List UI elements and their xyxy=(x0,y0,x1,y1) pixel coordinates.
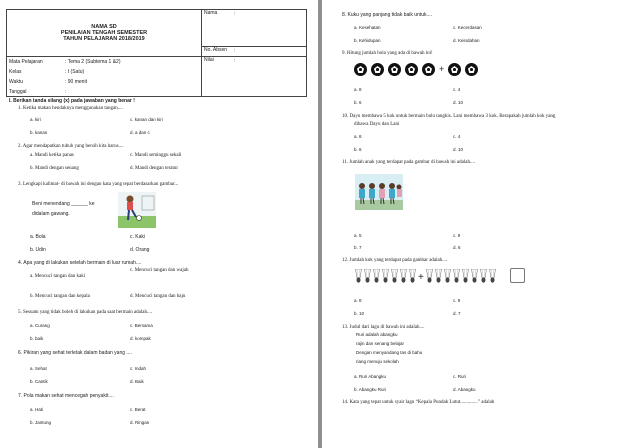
q8-option-d[interactable]: d. Keindahan xyxy=(453,38,480,43)
field-value-kelas: : I (Satu) xyxy=(65,69,85,75)
q10-option-a[interactable]: a. 8 xyxy=(354,134,362,139)
q4-option-a[interactable]: a. Mencuci tangan dan kaki xyxy=(30,274,86,279)
q13-option-c[interactable]: c. Ruri xyxy=(453,374,467,379)
q9-plus-sign: + xyxy=(439,64,445,74)
q2-option-d[interactable]: d. Mandi dengan teratur xyxy=(130,166,179,171)
q6-option-a[interactable]: a. Sehat xyxy=(30,366,47,371)
nilai-cell xyxy=(202,57,307,97)
q14-text: 14. Kata yang tepat untuk syair lagu “Kepala Pundak Lutut..............” adalah xyxy=(342,400,495,405)
q2-option-a[interactable]: a. Mandi ketika panas xyxy=(30,153,74,158)
soccer-ball-icon xyxy=(354,63,367,76)
q8-option-a[interactable]: a. Kesehatan xyxy=(354,25,381,30)
q7-option-a[interactable]: a. Hati xyxy=(30,407,44,412)
q13-lyric-line1: Ruri adalah abangku xyxy=(356,332,398,337)
header-table xyxy=(6,9,307,97)
q9-text: 9. Hitung jumlah bola yang ada di bawah ini! xyxy=(342,51,433,56)
q1-option-a[interactable]: a. kiri xyxy=(30,117,41,122)
page-left xyxy=(0,0,318,448)
q13-lyric-line3: Dengan menyandang tas di bahu xyxy=(356,350,423,355)
q12-option-a[interactable]: a. 8 xyxy=(354,298,362,303)
q11-option-d[interactable]: d. 6 xyxy=(453,245,461,250)
q4-option-b[interactable]: b. Mencuci tangan dan kepala xyxy=(30,294,90,299)
q12-option-b[interactable]: b. 10 xyxy=(354,311,365,316)
q8-option-b[interactable]: b. Kehidupan xyxy=(354,38,381,43)
q12-plus-sign: + xyxy=(418,272,424,283)
school-name: NAMA SD xyxy=(91,24,117,30)
exam-year: TAHUN PELAJARAN 2018/2019 xyxy=(63,36,145,42)
q3-option-c[interactable]: c. Kaki xyxy=(130,234,146,240)
q4-text: 4. Apa yang di lakukan setelah bermain di luar rumah.... xyxy=(18,260,142,266)
q13-option-d[interactable]: d. Abangku xyxy=(453,387,476,392)
q6-option-d[interactable]: d. Baik xyxy=(130,379,144,384)
nama-colon: : xyxy=(234,11,236,17)
field-value-tanggal: : xyxy=(65,89,67,95)
shuttlecock-icon xyxy=(489,269,496,283)
children-group-illustration xyxy=(355,174,403,210)
q13-text: 13. Judul dari lagu di bawah ini adalah.... xyxy=(342,325,425,330)
answer-box[interactable] xyxy=(510,268,525,283)
q3-option-d[interactable]: d. Orang xyxy=(130,247,150,253)
soccer-ball-icon xyxy=(448,63,461,76)
soccer-ball-icon xyxy=(371,63,384,76)
shuttlecock-icon xyxy=(444,269,451,283)
q1-text: 1. Ketika makan hendaknya menggunakan tangan.... xyxy=(18,106,123,111)
shuttlecock-icon xyxy=(355,269,362,283)
shuttlecock-icon xyxy=(391,269,398,283)
q1-option-b[interactable]: b. kanan xyxy=(30,130,48,135)
shuttlecock-icon xyxy=(400,269,407,283)
nilai-label: Nilai xyxy=(204,57,214,63)
q5-option-c[interactable]: c. Bersama xyxy=(130,323,153,328)
absen-colon: : xyxy=(234,48,236,54)
q11-text: 11. Jumlah anak yang terdapat pada gambar di bawah ini adalah.... xyxy=(342,160,475,165)
q12-option-d[interactable]: d. 7 xyxy=(453,311,461,316)
q5-option-b[interactable]: b. baik xyxy=(30,336,44,341)
shuttlecock-icon xyxy=(480,269,487,283)
q13-lyric-line2: rajin dan senang belajar xyxy=(356,341,405,346)
school-title-cell xyxy=(7,10,202,57)
field-label-kelas: Kelas xyxy=(9,69,22,75)
shuttlecock-icon xyxy=(409,269,416,283)
boy-kicking-ball-illustration xyxy=(118,192,156,228)
q3-sentence-line2: didalam gawang. xyxy=(32,211,70,217)
q10-text-line2: dibawa Dayu dan Lani xyxy=(354,122,400,127)
shuttlecock-icon xyxy=(364,269,371,283)
q6-option-b[interactable]: b. Cantik xyxy=(30,379,48,384)
q10-text-line1: 10. Dayu membawa 5 kok untuk bermain bulu tangkis. Lani membawa 3 kok. Berapakah jumlah kok yang xyxy=(342,114,556,119)
q13-option-a[interactable]: a. Ruri Abangku xyxy=(354,374,387,379)
q6-option-c[interactable]: c. Indah xyxy=(130,366,147,371)
q9-option-d[interactable]: d. 10 xyxy=(453,100,464,105)
field-label-mapel: Mata Pelajaran xyxy=(9,59,43,65)
q9-option-a[interactable]: a. 8 xyxy=(354,87,362,92)
q9-option-c[interactable]: c. 4 xyxy=(453,87,461,92)
q9-option-b[interactable]: b. 6 xyxy=(354,100,362,105)
q8-option-c[interactable]: c. Kecerdasan xyxy=(453,25,482,30)
q11-option-b[interactable]: b. 7 xyxy=(354,245,362,250)
nama-label: Nama xyxy=(204,10,218,16)
q2-option-c[interactable]: c. Mandi seminggu sekali xyxy=(130,153,182,158)
q10-option-c[interactable]: c. 4 xyxy=(453,134,461,139)
instruction: I. Berikan tanda silang (x) pada jawaban yang benar ! xyxy=(9,98,135,104)
q13-option-b[interactable]: b. Abangku Ruri xyxy=(354,387,387,392)
q2-option-b[interactable]: b. Mandi dengan senang xyxy=(30,166,79,171)
soccer-ball-icon xyxy=(405,63,418,76)
q12-option-c[interactable]: c. 9 xyxy=(453,298,461,303)
q1-option-c[interactable]: c. kanan dan kiri xyxy=(130,117,163,122)
q11-option-a[interactable]: a. 5 xyxy=(354,233,362,238)
q7-option-d[interactable]: d. Ringan xyxy=(130,420,150,425)
soccer-ball-icon xyxy=(465,63,478,76)
absen-cell xyxy=(202,47,307,57)
q3-option-b[interactable]: b. Udin xyxy=(30,247,46,253)
shuttlecock-icon xyxy=(426,269,433,283)
q1-option-d[interactable]: d. a dan c xyxy=(130,130,150,135)
q5-option-a[interactable]: a. Curang xyxy=(30,323,50,328)
q2-text: 2. Agar mendapatkan tubuh yang bersih kita harus.... xyxy=(18,144,124,149)
q12-text: 12. Jumlah kok yang terdapat pada gambar adalah.... xyxy=(342,258,448,263)
field-label-waktu: Waktu xyxy=(9,79,23,85)
exam-title: PENILAIAN TENGAH SEMESTER xyxy=(60,30,148,36)
q11-option-c[interactable]: c. 9 xyxy=(453,233,461,238)
shuttlecock-icon xyxy=(462,269,469,283)
nilai-colon: : xyxy=(234,58,236,64)
shuttlecock-icon xyxy=(382,269,389,283)
shuttlecock-icon xyxy=(453,269,460,283)
q4-option-d[interactable]: d. Mencuci tangan dan baju xyxy=(130,294,186,299)
q6-text: 6. Pikiran yang sehat terletak dalam badan yang .... xyxy=(18,350,132,356)
q8-text: 8. Kuku yang panjang tidak baik untuk.... xyxy=(342,12,433,18)
q4-option-c[interactable]: c. Mencuci tangan dan wajah xyxy=(130,268,189,273)
q3-option-a[interactable]: a. Bola xyxy=(30,234,46,240)
q7-option-c[interactable]: c. Berat xyxy=(130,407,146,412)
q10-option-b[interactable]: b. 6 xyxy=(354,147,362,152)
fields-cell xyxy=(7,57,202,97)
q10-option-d[interactable]: d. 10 xyxy=(453,147,464,152)
field-value-mapel: : Tema 2 (Subtema 1 &2) xyxy=(65,59,121,65)
shuttlecock-icon xyxy=(435,269,442,283)
q7-text: 7. Pola makan sehat mencegah penyakit.... xyxy=(18,393,114,399)
soccer-ball-icon xyxy=(422,63,435,76)
q3-text: 3. Lengkapi kalimat- di bawah ini dengan kata yang tepat berdasarkan gambar... xyxy=(18,182,179,187)
soccer-ball-icon xyxy=(388,63,401,76)
q7-option-b[interactable]: b. Jantung xyxy=(30,420,52,425)
field-label-tanggal: Tanggal xyxy=(9,89,27,95)
field-value-waktu: : 90 menit xyxy=(65,79,87,85)
absen-label: No. Absen xyxy=(204,47,228,53)
page-right xyxy=(322,0,640,448)
shuttlecock-icon xyxy=(471,269,478,283)
q13-lyric-line4: riang menuju sekolah xyxy=(356,359,399,364)
q3-sentence-line1: Beni menendang ______ ke xyxy=(32,201,95,207)
nama-cell xyxy=(202,10,307,47)
q5-option-d[interactable]: d. kompak xyxy=(130,336,151,341)
shuttlecock-icon xyxy=(373,269,380,283)
q5-text: 5. Sesuatu yang tidak boleh di lakukan pada saat bermain adalah.... xyxy=(18,310,152,315)
